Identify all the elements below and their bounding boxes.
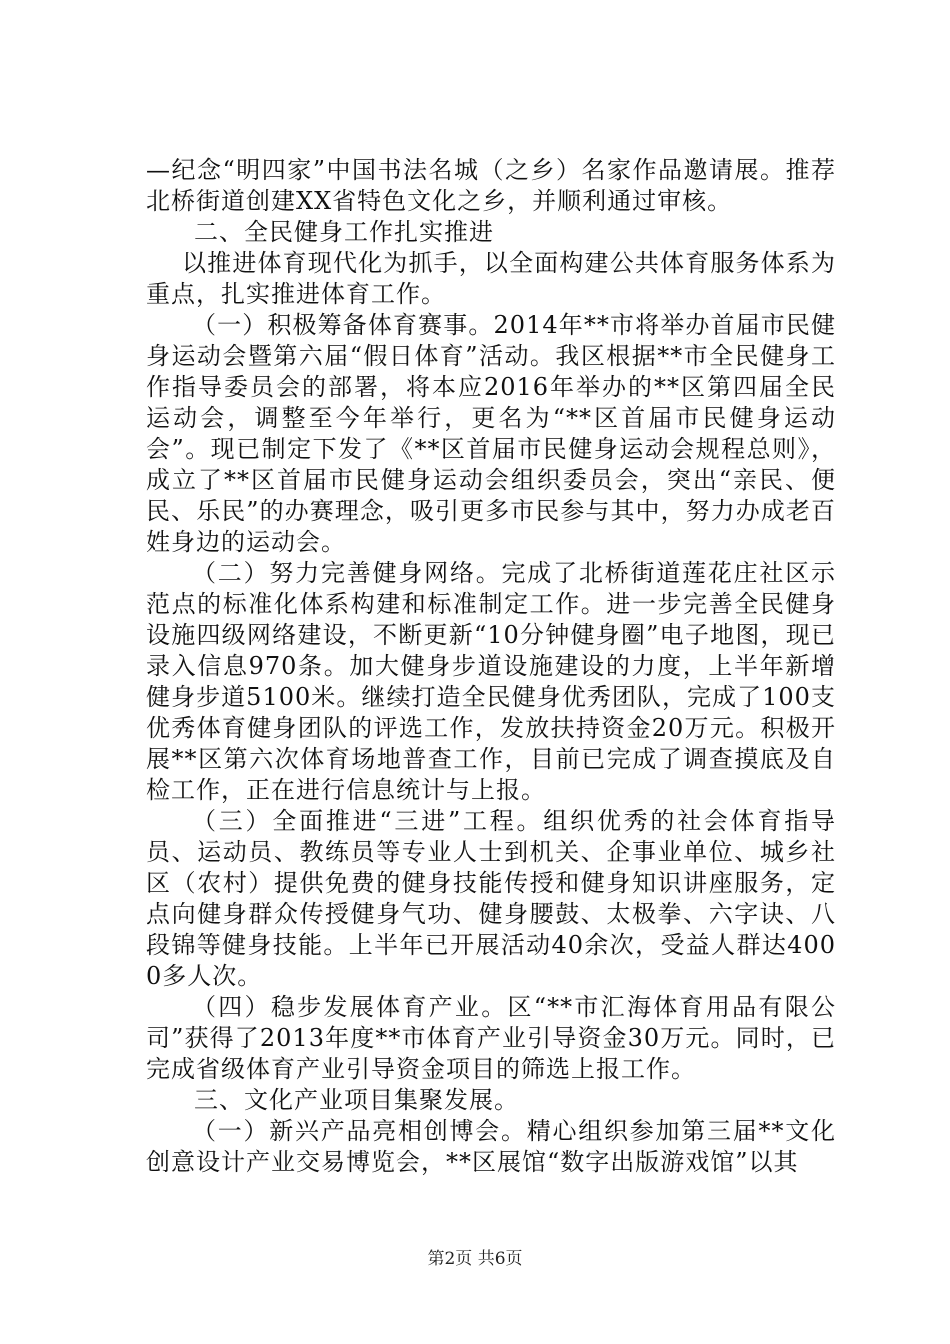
document-body bbox=[146, 155, 836, 1178]
section-heading-fitness: 二、全民健身工作扎实推进 bbox=[194, 218, 494, 246]
section-heading-culture: 三、文化产业项目集聚发展。 bbox=[194, 1086, 519, 1114]
paragraph-item-1: （一）积极筹备体育赛事。2014年**市将举办首届市民健身运动会暨第六届“假日体育”活动。我区根据**市全民健身工作指导委员会的部署，将本应2016年举办的**区第四届全民运动会，调整至今年举行，更名为“**区首届市民健身运动会”。现已制定下发了《**区首届市民健身运动会规程总则》，成立了**区首届市民健身运动会组织委员会，突出“亲民、便民、乐民”的办赛理念，吸引更多市民参与其中，努力办成老百姓身边的运动会。 bbox=[146, 311, 836, 556]
paragraph-intro: 以推进体育现代化为抓手，以全面构建公共体育服务体系为重点，扎实推进体育工作。 bbox=[146, 249, 836, 308]
paragraph-culture-item-1: （一）新兴产品亮相创博会。精心组织参加第三届**文化创意设计产业交易博览会，**区展馆“数字出版游戏馆”以其 bbox=[146, 1117, 836, 1176]
page-number-footer: 第2页 共6页 bbox=[427, 1249, 523, 1269]
paragraph-item-3: （三）全面推进“三进”工程。组织优秀的社会体育指导员、运动员、教练员等专业人士到机关、企事业单位、城乡社区（农村）提供免费的健身技能传授和健身知识讲座服务，定点向健身群众传授健身气功、健身腰鼓、太极拳、六字诀、八段锦等健身技能。上半年已开展活动40余次，受益人群达4000多人次。 bbox=[146, 807, 836, 990]
paragraph-continuation: —纪念“明四家”中国书法名城（之乡）名家作品邀请展。推荐北桥街道创建XX省特色文化之乡，并顺利通过审核。 bbox=[146, 156, 836, 215]
paragraph-item-4: （四）稳步发展体育产业。区“**市汇海体育用品有限公司”获得了2013年度**市体育产业引导资金30万元。同时，已完成省级体育产业引导资金项目的筛选上报工作。 bbox=[146, 993, 836, 1083]
paragraph-item-2: （二）努力完善健身网络。完成了北桥街道莲花庄社区示范点的标准化体系构建和标准制定工作。进一步完善全民健身设施四级网络建设，不断更新“10分钟健身圈”电子地图，现已录入信息970条。加大健身步道设施建设的力度，上半年新增健身步道5100米。继续打造全民健身优秀团队，完成了100支优秀体育健身团队的评选工作，发放扶持资金20万元。积极开展**区第六次体育场地普查工作，目前已完成了调查摸底及自检工作，正在进行信息统计与上报。 bbox=[146, 559, 836, 804]
